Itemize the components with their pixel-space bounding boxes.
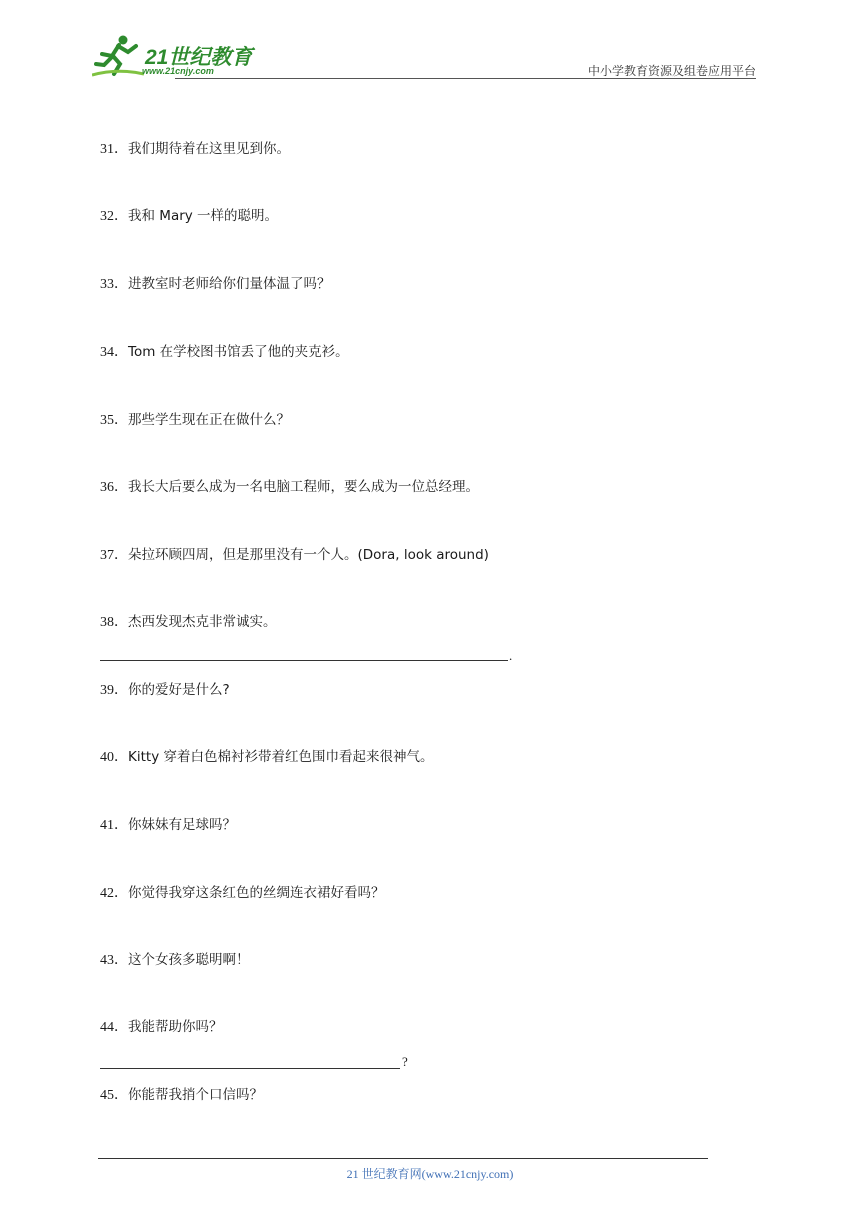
- question-text: 杰西发现杰克非常诚实。: [128, 614, 277, 630]
- question-44: [100, 1017, 223, 1038]
- question-36: [100, 477, 479, 498]
- question-43: [100, 950, 250, 971]
- question-text: Tom 在学校图书馆丢了他的夹克衫。: [128, 344, 349, 360]
- question-42: [100, 883, 385, 904]
- question-number: 35．: [100, 413, 128, 428]
- answer-end-punct-38: .: [509, 648, 513, 663]
- question-37: [100, 545, 489, 566]
- question-number: 39．: [100, 683, 128, 698]
- question-text: 你的爱好是什么?: [128, 682, 230, 698]
- question-35: [100, 410, 290, 431]
- question-number: 36．: [100, 480, 128, 495]
- question-text: 我能帮助你吗？: [128, 1019, 223, 1035]
- question-number: 40．: [100, 750, 128, 765]
- question-text: 那些学生现在正在做什么？: [128, 412, 290, 428]
- question-text: 这个女孩多聪明啊！: [128, 952, 250, 968]
- logo-url-text: www.21cnjy.com: [142, 66, 214, 76]
- header-divider: [175, 78, 756, 79]
- question-31: [100, 139, 290, 160]
- logo-brand-text: 21世纪教育: [145, 46, 253, 69]
- footer-divider: [98, 1158, 708, 1159]
- question-text: Kitty 穿着白色棉衬衫带着红色围巾看起来很神气。: [128, 749, 434, 765]
- runner-logo-icon: [92, 34, 144, 78]
- answer-blank-44[interactable]: [100, 1068, 400, 1069]
- question-text: 你妹妹有足球吗？: [128, 817, 236, 833]
- answer-blank-38[interactable]: [100, 660, 508, 661]
- question-number: 41．: [100, 818, 128, 833]
- question-45: [100, 1085, 263, 1106]
- question-number: 31．: [100, 142, 128, 157]
- question-text: 进教室时老师给你们量体温了吗？: [128, 276, 331, 292]
- question-text: 我们期待着在这里见到你。: [128, 141, 290, 157]
- question-number: 44．: [100, 1020, 128, 1035]
- question-number: 42．: [100, 886, 128, 901]
- question-number: 34．: [100, 345, 128, 360]
- question-text: 我和 Mary 一样的聪明。: [128, 208, 279, 224]
- footer-text[interactable]: 21 世纪教育网(www.21cnjy.com): [346, 1167, 514, 1181]
- answer-end-punct-44: ?: [402, 1054, 408, 1069]
- question-text: 我长大后要么成为一名电脑工程师，要么成为一位总经理。: [128, 479, 479, 495]
- question-number: 45．: [100, 1088, 128, 1103]
- logo: [92, 34, 267, 78]
- question-number: 38．: [100, 615, 128, 630]
- page-header: [92, 30, 756, 80]
- question-32: [100, 206, 278, 227]
- question-text: 朵拉环顾四周，但是那里没有一个人。(Dora, look around): [128, 547, 489, 563]
- question-text: 你觉得我穿这条红色的丝绸连衣裙好看吗？: [128, 885, 385, 901]
- question-40: [100, 747, 433, 768]
- question-number: 33．: [100, 277, 128, 292]
- question-number: 43．: [100, 953, 128, 968]
- platform-title: 中小学教育资源及组卷应用平台: [587, 64, 756, 78]
- question-38: [100, 612, 277, 633]
- question-33: [100, 274, 331, 295]
- question-41: [100, 815, 236, 836]
- question-number: 32．: [100, 209, 128, 224]
- question-text: 你能帮我捎个口信吗？: [128, 1087, 263, 1103]
- question-34: [100, 342, 349, 363]
- question-39: [100, 680, 230, 701]
- question-number: 37．: [100, 548, 128, 563]
